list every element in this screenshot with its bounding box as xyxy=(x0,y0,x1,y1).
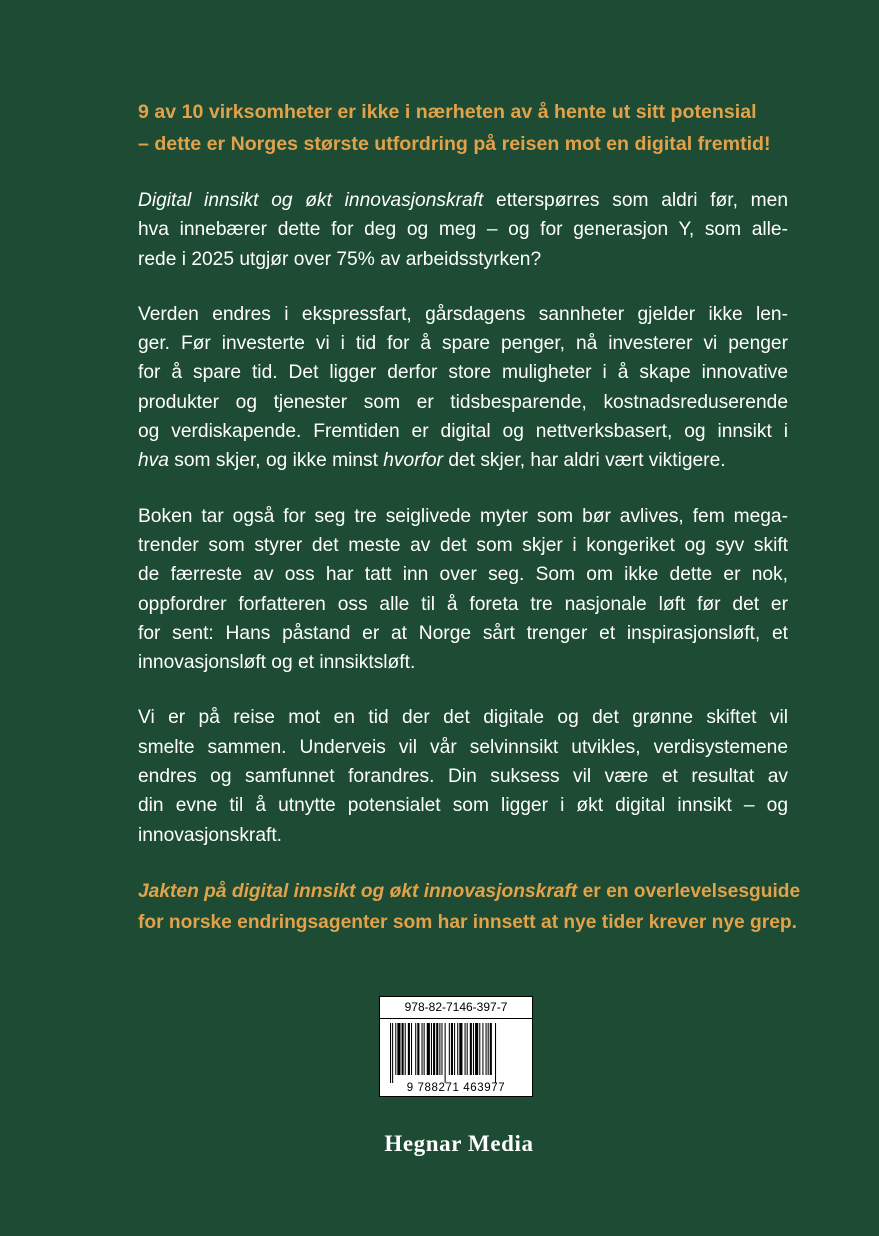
paragraph-text: det skjer, har aldri vært viktigere. xyxy=(442,450,726,472)
book-title-italic: Digital innsikt og økt innovasjonskraft xyxy=(138,190,484,211)
barcode-bar xyxy=(441,1023,442,1075)
barcode-bar xyxy=(445,1023,446,1083)
barcode-bar xyxy=(439,1023,440,1075)
headline-line: 9 av 10 virksomheter er ikke i nærheten av å hente ut sitt potensial xyxy=(138,101,757,123)
barcode-bar xyxy=(451,1023,453,1075)
paragraph-line: smelte sammen. Underveis vil vår selvinnsikt utvikles, verdisystemene xyxy=(138,736,788,758)
isbn-barcode xyxy=(379,996,533,1097)
paragraph-line: din evne til å utnytte potensialet som ligger i økt digital innsikt – og xyxy=(138,795,788,817)
barcode-bar xyxy=(488,1023,489,1075)
paragraph-line: innovasjonsløft og et innsiktsløft. xyxy=(138,652,416,674)
barcode-bar xyxy=(390,1023,391,1083)
italic-word: hva xyxy=(138,450,169,472)
barcode-bar xyxy=(495,1023,496,1083)
paragraph-3 xyxy=(138,502,788,678)
closing-line: for norske endringsagenter som har innsett at nye tider krever nye grep. xyxy=(138,911,797,933)
barcode-bar xyxy=(449,1023,450,1075)
divider xyxy=(380,1018,532,1019)
closing-statement xyxy=(138,876,801,938)
paragraph-line: de færreste av oss har tatt inn over seg. Som om ikke dette er nok, xyxy=(138,564,788,586)
barcode-bar xyxy=(433,1023,435,1075)
barcode-bar xyxy=(470,1023,472,1075)
paragraph-line: produkter og tjenester som er tidsbesparende, kostnadsreduserende xyxy=(138,391,788,413)
barcode-bar xyxy=(397,1023,400,1075)
barcode-bars xyxy=(390,1023,526,1083)
barcode-bar xyxy=(473,1023,474,1075)
blurb-text xyxy=(138,96,801,938)
barcode-digits: 9 788271 463977 xyxy=(406,1082,506,1094)
headline xyxy=(138,96,788,160)
italic-word: hvorfor xyxy=(383,450,443,472)
book-title-italic: Jakten på digital innsikt og økt innovasjonskraft xyxy=(138,880,578,902)
closing-text: er en overlevelsesguide xyxy=(577,880,801,902)
paragraph-text: som skjer, og ikke minst xyxy=(168,450,384,472)
barcode-bar xyxy=(486,1023,487,1075)
barcode-bar xyxy=(465,1023,466,1075)
barcode-bar xyxy=(457,1023,458,1075)
paragraph-line: oppfordrer forfatteren oss alle til å foreta tre nasjonale løft før det er xyxy=(138,593,788,615)
headline-line: – dette er Norges største utfordring på reisen mot en digital fremtid! xyxy=(138,133,771,155)
closing-line xyxy=(138,876,801,907)
barcode-bar xyxy=(482,1023,483,1075)
paragraph-line: Boken tar også for seg tre seiglivede myter som bør avlives, fem mega- xyxy=(138,505,788,527)
barcode-bar xyxy=(467,1023,468,1075)
publisher-logo: Hegnar Media xyxy=(384,1131,534,1156)
barcode-bar xyxy=(415,1023,416,1075)
paragraph-line: for å spare tid. Det ligger derfor store muligheter i å skape innovative xyxy=(138,362,788,384)
barcode-bar xyxy=(422,1023,423,1075)
barcode-bar xyxy=(454,1023,455,1075)
paragraph-line: Vi er på reise mot en tid der det digitale og det grønne skiftet vil xyxy=(138,707,788,729)
barcode-bar xyxy=(408,1023,410,1075)
barcode-bar xyxy=(417,1023,419,1075)
barcode-bar xyxy=(395,1023,396,1075)
isbn-number: 978-82-7146-397-7 xyxy=(404,1000,508,1014)
barcode-bar xyxy=(424,1023,425,1075)
barcode-bar xyxy=(392,1023,393,1083)
barcode-bar xyxy=(427,1023,430,1075)
barcode-bar xyxy=(490,1023,492,1075)
paragraph-1 xyxy=(138,186,788,274)
barcode-bar xyxy=(411,1023,412,1075)
barcode-bar xyxy=(475,1023,478,1075)
barcode-bar xyxy=(402,1023,404,1075)
barcode-bar xyxy=(431,1023,432,1075)
paragraph-text: etterspørres som aldri før, men xyxy=(483,190,788,211)
paragraph-line: endres og samfunnet forandres. Din suksess vil være et resultat av xyxy=(138,766,788,788)
paragraph-line: trender som styrer det meste av det som skjer i kongeriket og syv skift xyxy=(138,534,788,556)
paragraph-line xyxy=(138,186,788,215)
paragraph-2 xyxy=(138,300,788,476)
paragraph-line: ger. Før investerte vi i tid for å spare penger, nå investerer vi penger xyxy=(138,333,788,355)
paragraph-line: innovasjonskraft. xyxy=(138,824,282,846)
paragraph-line: rede i 2025 utgjør over 75% av arbeidsstyrken? xyxy=(138,248,542,270)
barcode-bar xyxy=(405,1023,406,1075)
barcode-bar xyxy=(459,1023,462,1075)
barcode-bar xyxy=(436,1023,438,1075)
paragraph-line xyxy=(138,446,788,475)
paragraph-line: Verden endres i ekspressfart, gårsdagens sannheter gjelder ikke len- xyxy=(138,303,788,325)
paragraph-line: for sent: Hans påstand er at Norge sårt trenger et inspirasjonsløft, et xyxy=(138,622,788,644)
paragraph-4 xyxy=(138,703,788,849)
barcode-bar xyxy=(479,1023,480,1075)
paragraph-line: hva innebærer dette for deg og meg – og for generasjon Y, som alle- xyxy=(138,219,788,241)
paragraph-line: og verdiskapende. Fremtiden er digital og nettverksbasert, og innsikt i xyxy=(138,421,788,443)
